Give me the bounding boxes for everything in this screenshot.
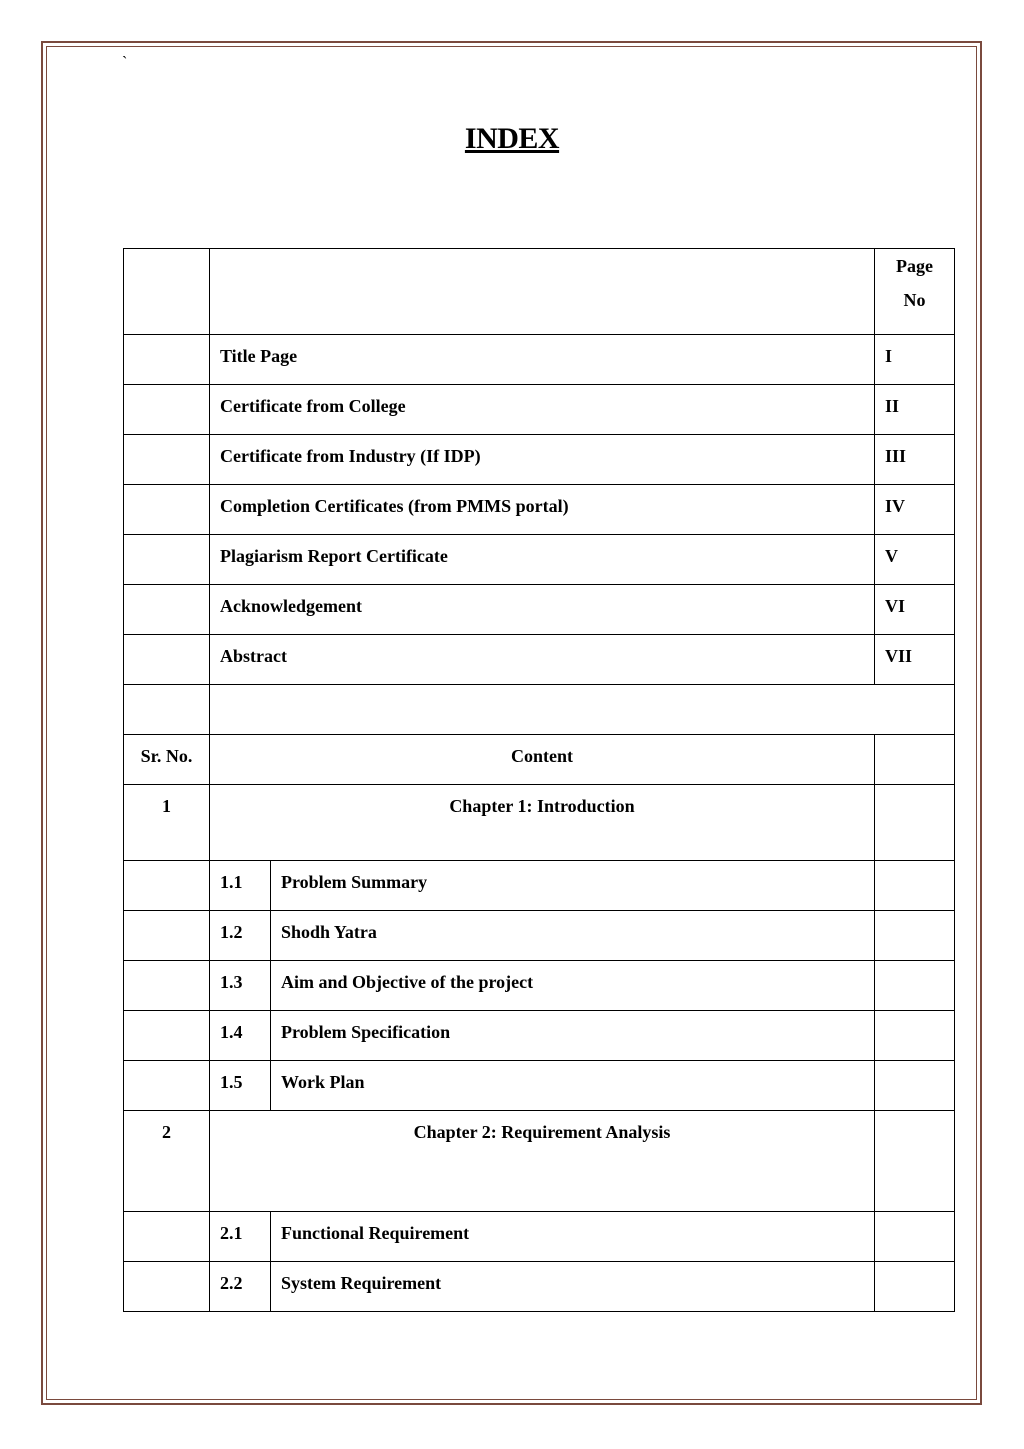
front-matter-row [124,635,955,685]
front-matter-page: VII [875,635,955,685]
section-page [875,1061,955,1111]
page-no-line1: Page [896,256,933,276]
section-title: System Requirement [271,1262,875,1312]
front-matter-page: V [875,535,955,585]
index-header-row [124,249,955,335]
index-table [123,248,955,1312]
front-matter-label: Title Page [210,335,875,385]
front-matter-page: III [875,435,955,485]
front-matter-label: Completion Certificates (from PMMS portal) [210,485,875,535]
front-matter-label: Certificate from Industry (If IDP) [210,435,875,485]
page-title: INDEX [464,122,560,155]
section-row [124,1061,955,1111]
section-title: Aim and Objective of the project [271,961,875,1011]
spacer-row [124,685,955,735]
front-matter-row [124,535,955,585]
section-number: 2.1 [210,1212,271,1262]
front-matter-row [124,485,955,535]
spacer-content [210,685,955,735]
section-number: 1.4 [210,1011,271,1061]
header-blank-sr [124,249,210,335]
section-number: 1.5 [210,1061,271,1111]
section-number: 2.2 [210,1262,271,1312]
sr-no-header: Sr. No. [124,735,210,785]
chapter-row [124,785,955,861]
header-blank-content [210,249,875,335]
section-sr [124,911,210,961]
section-sr [124,861,210,911]
content-header-row [124,735,955,785]
chapter-page [875,1111,955,1212]
front-matter-row [124,385,955,435]
chapter-row [124,1111,955,1212]
front-matter-label: Plagiarism Report Certificate [210,535,875,585]
section-page [875,911,955,961]
page-no-header [875,249,955,335]
front-matter-sr [124,485,210,535]
section-title: Shodh Yatra [271,911,875,961]
stray-tick-mark: ` [122,54,128,71]
content-header-page [875,735,955,785]
section-sr [124,1262,210,1312]
section-title: Work Plan [271,1061,875,1111]
chapter-title: Chapter 1: Introduction [210,785,875,861]
front-matter-sr [124,385,210,435]
front-matter-label: Abstract [210,635,875,685]
front-matter-label: Acknowledgement [210,585,875,635]
section-page [875,961,955,1011]
front-matter-sr [124,535,210,585]
content-header: Content [210,735,875,785]
front-matter-sr [124,635,210,685]
section-sr [124,1061,210,1111]
section-title: Problem Specification [271,1011,875,1061]
section-sr [124,961,210,1011]
chapter-sr: 1 [124,785,210,861]
section-row [124,1262,955,1312]
front-matter-row [124,335,955,385]
section-row [124,911,955,961]
front-matter-page: I [875,335,955,385]
front-matter-page: II [875,385,955,435]
spacer-sr [124,685,210,735]
front-matter-label: Certificate from College [210,385,875,435]
section-row [124,861,955,911]
section-number: 1.2 [210,911,271,961]
section-page [875,1011,955,1061]
chapter-page [875,785,955,861]
section-row [124,1011,955,1061]
section-number: 1.1 [210,861,271,911]
section-page [875,861,955,911]
chapter-title: Chapter 2: Requirement Analysis [210,1111,875,1212]
front-matter-page: VI [875,585,955,635]
front-matter-row [124,585,955,635]
front-matter-sr [124,435,210,485]
front-matter-page: IV [875,485,955,535]
chapter-sr: 2 [124,1111,210,1212]
front-matter-row [124,435,955,485]
section-sr [124,1011,210,1061]
section-sr [124,1212,210,1262]
section-number: 1.3 [210,961,271,1011]
front-matter-sr [124,585,210,635]
section-row [124,1212,955,1262]
section-page [875,1262,955,1312]
section-row [124,961,955,1011]
page-no-line2: No [903,290,926,310]
section-page [875,1212,955,1262]
section-title: Functional Requirement [271,1212,875,1262]
section-title: Problem Summary [271,861,875,911]
front-matter-sr [124,335,210,385]
